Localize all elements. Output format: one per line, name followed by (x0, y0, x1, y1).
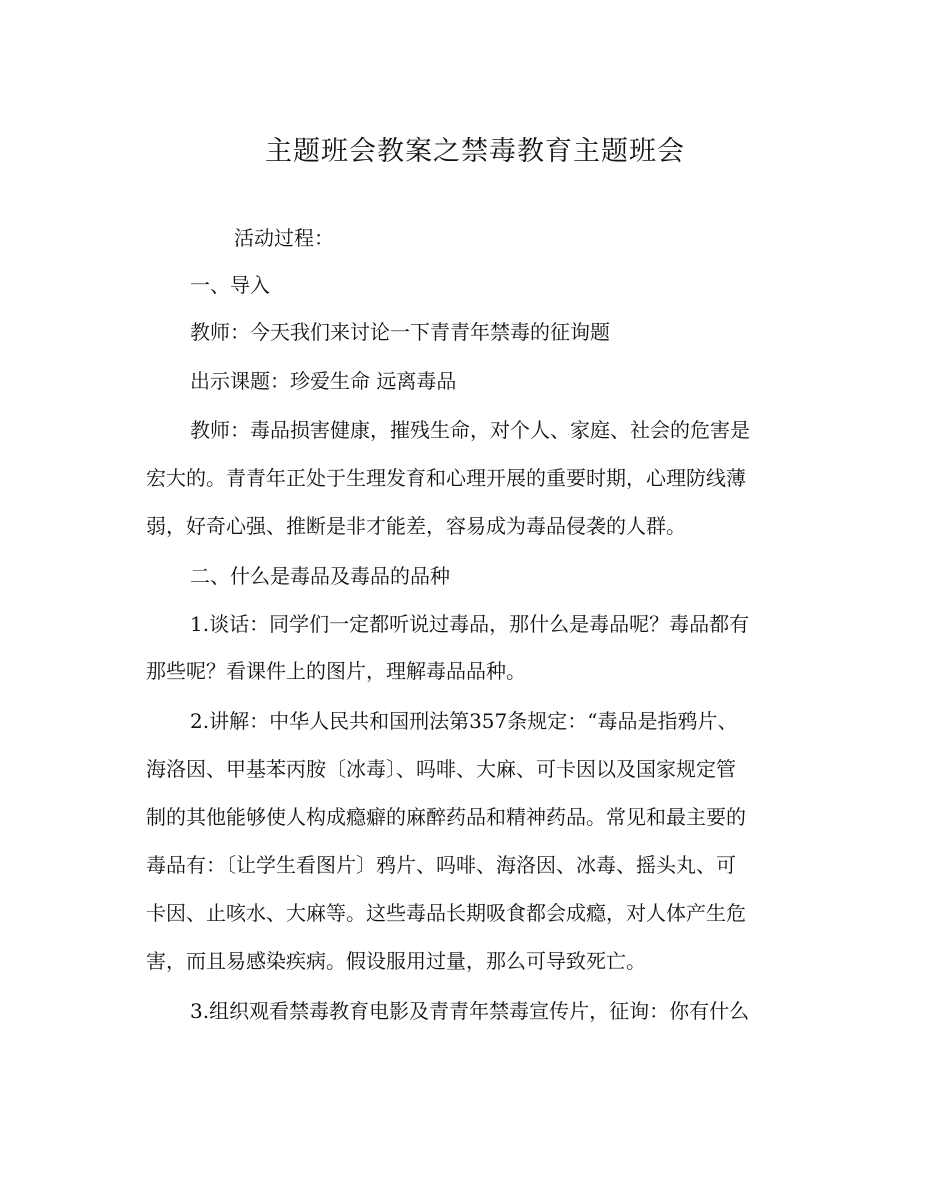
paragraph-line: 宏大的。青青年正处于生理发育和心理开展的重要时期，心理防线薄 (146, 466, 746, 490)
paragraph-line: 害，而且易感染疾病。假设服用过量，那么可导致死亡。 (146, 949, 646, 973)
document-title: 主题班会教案之禁毒教育主题班会 (265, 136, 685, 167)
paragraph-line: 3.组织观看禁毒教育电影及青青年禁毒宣传片，征询：你有什么 (190, 999, 750, 1023)
section-heading-activity-process: 活动过程： (234, 226, 334, 250)
paragraph-line: 海洛因、甲基苯丙胺〔冰毒〕、吗啡、大麻、可卡因以及国家规定管 (146, 757, 736, 781)
paragraph-line: 弱，好奇心强、推断是非才能差，容易成为毒品侵袭的人群。 (146, 514, 686, 538)
section-heading-intro: 一、导入 (190, 273, 270, 297)
paragraph-line: 1.谈话：同学们一定都听说过毒品，那什么是毒品呢？毒品都有 (190, 612, 750, 636)
section-heading-drug-types: 二、什么是毒品及毒品的品种 (190, 564, 450, 588)
paragraph-line: 卡因、止咳水、大麻等。这些毒品长期吸食都会成瘾，对人体产生危 (146, 901, 746, 925)
paragraph-line: 教师：今天我们来讨论一下青青年禁毒的征询题 (190, 320, 610, 344)
paragraph-line: 出示课题：珍爱生命 远离毒品 (190, 369, 457, 393)
paragraph-line: 2.讲解：中华人民共和国刑法第357条规定：“毒品是指鸦片、 (190, 709, 738, 733)
paragraph-line: 制的其他能够使人构成瘾癖的麻醉药品和精神药品。常见和最主要的 (146, 805, 746, 829)
paragraph-line: 教师：毒品损害健康，摧残生命，对个人、家庭、社会的危害是 (190, 418, 750, 442)
paragraph-line: 毒品有：〔让学生看图片〕鸦片、吗啡、海洛因、冰毒、摇头丸、可 (146, 853, 736, 877)
paragraph-line: 那些呢？看课件上的图片，理解毒品品种。 (146, 659, 526, 683)
